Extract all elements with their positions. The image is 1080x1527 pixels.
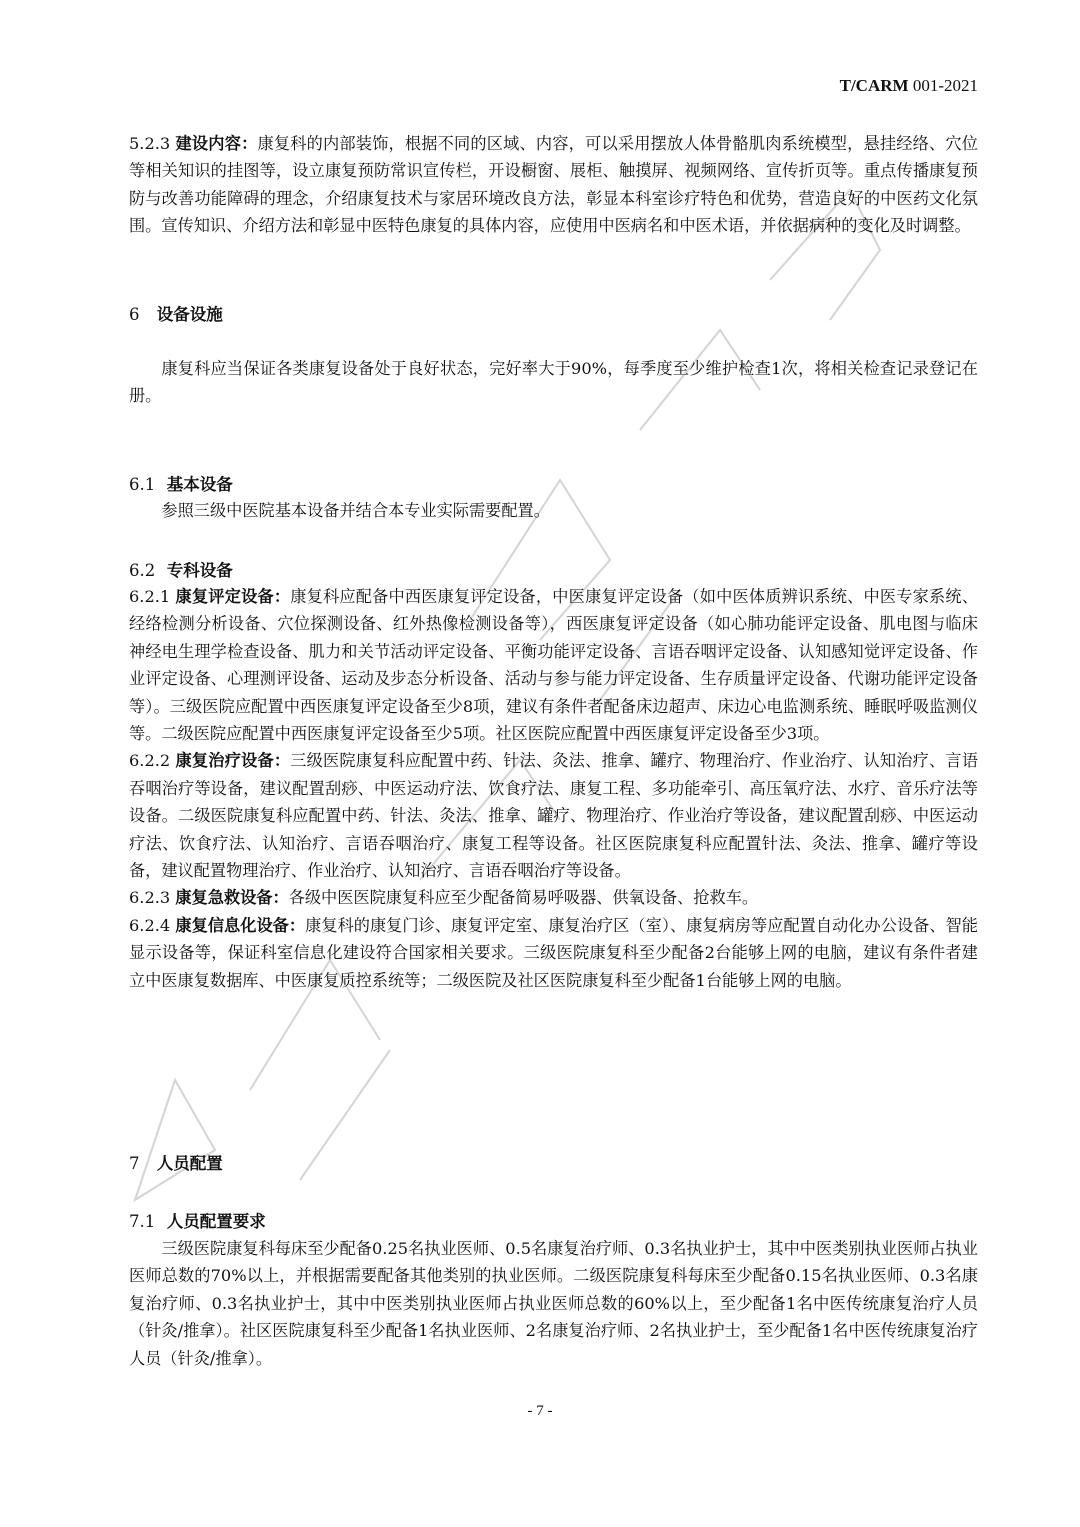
heading-7: 7 人员配置 <box>129 1154 223 1173</box>
section-text: 康复科的内部装饰，根据不同的区域、内容，可以采用摆放人体骨骼肌肉系统模型，悬挂经络、穴位等相关知识的挂图等，设立康复预防常识宣传栏，开设橱窗、展柜、触摸屏、视频网络、宣传折页等。重点传播康复预防与改善功能障碍的理念，介绍康复技术与家居环境改良方法，彰显本科室诊疗特色和优势，营造良好的中医药文化氛围。宣传知识、介绍方法和彰显中医特色康复的具体内容，应使用中医病名和中医术语，并依据病种的变化及时调整。 <box>129 134 978 236</box>
doc-header-code: T/CARM 001-2021 <box>839 76 978 95</box>
heading-6-1: 6.1 基本设备 <box>129 475 233 494</box>
section-6-2-3: 6.2.3 康复急救设备：各级中医医院康复科应至少配备简易呼吸器、供氧设备、抢救车。 <box>129 888 759 908</box>
heading-7-1: 7.1 人员配置要求 <box>129 1212 266 1231</box>
page-number: - 7 - <box>527 1403 553 1419</box>
section-6-2-2: 6.2.2 康复治疗设备：三级医院康复科应配置中药、针法、灸法、推拿、罐疗、物理治疗、作业治疗、认知治疗、言语吞咽治疗等设备，建议配置刮痧、中医运动疗法、饮食疗法、康复工程、多功能牵引、高压氧疗法、水疗、音乐疗法等设备。二级医院康复科应配置中药、针法、灸法、推拿、罐疗、物理治疗、作业治疗等设备，建议配置刮痧、中医运动疗法、饮食疗法、认知治疗、言语吞咽治疗、康复工程等设备。社区医院康复科应配置针法、灸法、推拿、罐疗等设备，建议配置物理治疗、作业治疗、认知治疗、言语吞咽治疗等设备。 <box>129 751 979 881</box>
section-5-2-3 <box>129 130 978 240</box>
section-7-1-text: 三级医院康复科每床至少配备0.25名执业医师、0.5名康复治疗师、0.3名执业护士，其中中医类别执业医师占执业医师总数的70%以上，并根据需要配备其他类别的执业医师。二级医院康复科每床至少配备0.15名执业医师、0.3名康复治疗师、0.3名执业护士，其中中医类别执业医师占执业医师总数的60%以上，至少配备1名中医传统康复治疗人员（针灸/推拿）。社区医院康复科至少配备1名执业医师、2名康复治疗师、2名执业护士，至少配备1名中医传统康复治疗人员（针灸/推拿）。 <box>129 1239 978 1368</box>
section-6-2-body <box>129 583 978 994</box>
heading-6-2: 6.2 专科设备 <box>129 561 233 580</box>
heading-6: 6 设备设施 <box>129 305 223 324</box>
section-6-1-text: 参照三级中医院基本设备并结合本专业实际需要配置。 <box>161 501 550 520</box>
section-title: 建设内容： <box>175 134 258 153</box>
section-6-2-4: 6.2.4 康复信息化设备：康复科的康复门诊、康复评定室、康复治疗区（室）、康复病房等应配置自动化办公设备、智能显示设备等，保证科室信息化建设符合国家相关要求。三级医院康复科至少配备2台能够上网的电脑，建议有条件者建立中医康复数据库、中医康复质控系统等；二级医院及社区医院康复科至少配备1台能够上网的电脑。 <box>129 915 978 990</box>
section-6-text: 康复科应当保证各类康复设备处于良好状态，完好率大于90%，每季度至少维护检查1次，将相关检查记录登记在册。 <box>129 359 978 406</box>
section-6-2-1: 6.2.1 康复评定设备：康复科应配备中西医康复评定设备，中医康复评定设备（如中医体质辨识系统、中医专家系统、经络检测分析设备、穴位探测设备、红外热像检测设备等），西医康复评定设备（如心肺功能评定设备、肌电图与临床神经电生理学检查设备、肌力和关节活动评定设备、平衡功能评定设备、言语吞咽评定设备、认知感知觉评定设备、作业评定设备、心理测评设备、运动及步态分析设备、活动与参与能力评定设备、生存质量评定设备、代谢功能评定设备等）。三级医院应配置中西医康复评定设备至少8项，建议有条件者配备床边超声、床边心电监测系统、睡眠呼吸监测仪等。二级医院应配置中西医康复评定设备至少5项。社区医院应配置中西医康复评定设备至少3项。 <box>129 587 979 744</box>
section-number: 5.2.3 <box>129 134 171 153</box>
